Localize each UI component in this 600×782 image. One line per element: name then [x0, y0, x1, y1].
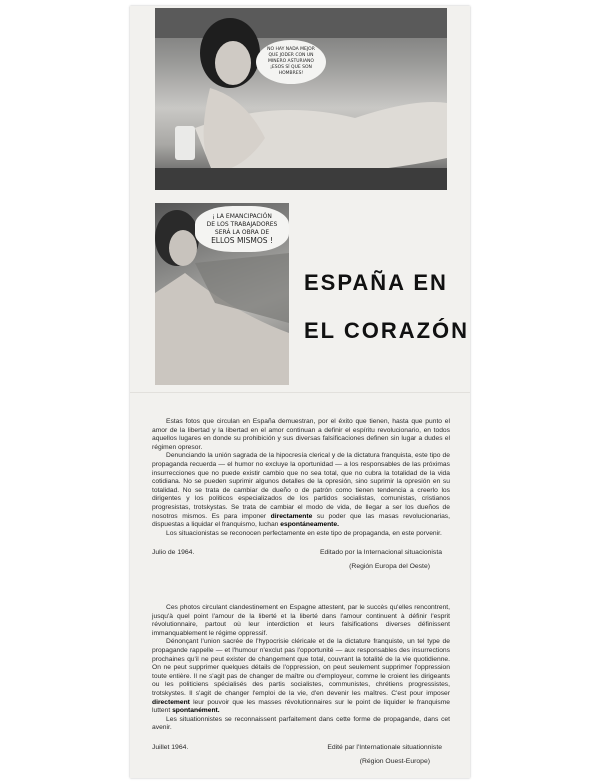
french-signoff	[152, 743, 450, 752]
bold-run: directement	[152, 698, 190, 706]
photo-woman-hammock	[155, 203, 289, 385]
spanish-editor: Editado por la Internacional situacionista	[319, 549, 442, 557]
bubble-line: QUE JODER CON UN	[268, 53, 314, 58]
photo-illustration	[155, 8, 447, 190]
bold-run: directamente	[270, 512, 313, 520]
text-run: leur pouvoir que les masses révolutionnaires sur le point de liquider le franquisme luttent	[152, 698, 451, 715]
french-paragraph-1: Ces photos circulant clandestinement en Espagne attestent, par le succès qu'elles rencontrent, jusqu'à quel point l'amour de la liberté et la liberté dans l'amour continuent à définir l'esprit révolutionnaire, partout où leur interdiction et leurs falsifications diverses définissent immanquablement le régime oppressif.	[152, 604, 450, 637]
text-run: Denunciando la unión sagrada de la hipocresía clerical y de la dictatura franquista, este tipo de propaganda recuerda — el humor no excluye la oportunidad — a los responsables de las próximas insurrecciones que no puede existir cambio que no sea total, que no cubra la totalidad de la vida cotidiana. No se pueden suprimir algunos detalles de la opresión, sino suprimir la opresión en su totalidad. No se trata de cambiar de dueño o de patrón como tienen tendencia a creerlo los dirigentes y los politicos especializados de los partidos socialistas, comunistas, cristianos progresistas, trotskystas. Se trata de cambiar el modo de vida, de llegar a ser los dueños de nosotros mismos. Es para imponer	[152, 452, 450, 520]
text-run: Dénonçant l'union sacrée de l'hypocrisie cléricale et de la dictature franquiste, un tel type de propagande rappelle — et l'humour n'exclut pas l'opportunité — aux responsables des insurrections prochaines qu'il ne peut exister de changement que total, couvrant la totalité de la vie quotidienne. On ne peut supprimer quelques détails de l'oppression, on peut seulement supprimer l'oppression toute entière. Il ne s'agit pas de changer de maître ou d'employeur, comme le croient les dirigeants ou les politiciens spécialisés des partis socialistes, communistes, chrétiens progressistes, trotskystes. Il s'agit de changer l'emploi de la vie, d'en devenir les maîtres. C'est pour imposer	[152, 638, 450, 697]
bubble-line: ¡ESOS SÍ QUE SON	[270, 65, 312, 70]
french-region: (Région Ouest-Europe)	[359, 757, 430, 765]
french-date: Juillet 1964.	[152, 743, 189, 751]
spanish-text	[152, 418, 450, 538]
spanish-region: (Región Europa del Oeste)	[349, 563, 430, 571]
french-section	[152, 604, 450, 766]
speech-bubble-top	[256, 40, 326, 84]
bubble-line: DE LOS TRABAJADORES	[206, 221, 278, 228]
french-paragraph-3: Les situationnistes se reconnaissent parfaitement dans cette forme de propagande, dans cet avenir.	[152, 715, 450, 732]
bubble-line: HOMBRES!	[278, 71, 304, 76]
fold-line	[130, 392, 470, 393]
bubble-line: ¡ LA EMANCIPACIÓN	[212, 213, 272, 220]
spanish-paragraph-1: Estas fotos que circulan en España demuestran, por el éxito que tienen, hasta que punto el amor de la libertad y la libertad en el amor continuan a definir el espíritu revolucionario, en todos aquellos lugares en donde su prohibición y sus diversas falsificaciones definen sin lugar a dudes el régimen opresor.	[152, 418, 450, 451]
bold-run: spontanément.	[172, 707, 220, 715]
spanish-signoff	[152, 548, 450, 557]
bubble-line: ELLOS MISMOS !	[211, 236, 273, 245]
french-editor: Edité par l'Internationale situationniste	[327, 743, 442, 751]
title-line-2: EL CORAZÓN	[304, 318, 470, 343]
spanish-date: Julio de 1964.	[152, 549, 195, 557]
speech-bubble-bottom	[195, 206, 289, 252]
spanish-paragraph-2	[152, 452, 450, 529]
bubble-line: NO HAY NADA MEJOR	[267, 47, 315, 52]
bubble-line: SERÁ LA OBRA DE	[214, 229, 270, 236]
french-paragraph-2	[152, 638, 450, 715]
bold-run: espontáneamente.	[280, 521, 339, 529]
french-text	[152, 604, 450, 733]
bubble-line: MINERO ASTURIANO	[268, 59, 314, 64]
title-line-1: ESPAÑA EN	[304, 270, 448, 295]
text-run: su poder que las masas revolucionarias, dispuestas a liquidar el franquismo, luchan	[152, 512, 451, 529]
spanish-section	[152, 418, 450, 571]
spanish-paragraph-3: Los situacionistas se reconocen perfectamente en este tipo de propaganda, en este porvenir.	[166, 529, 442, 537]
photo-woman-reclining	[155, 8, 447, 190]
